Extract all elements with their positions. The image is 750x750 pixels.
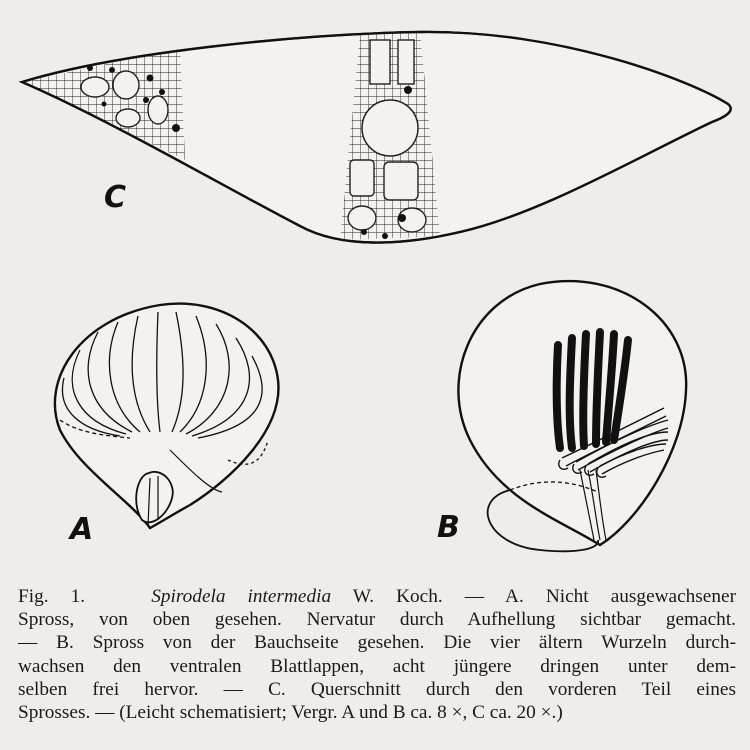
caption-line-1 <box>18 585 736 608</box>
cross-section-c <box>22 32 731 248</box>
panel-label-b: B <box>437 510 460 545</box>
caption-line-6: Sprosses. — (Leicht schematisiert; Vergr. A und B ca. 8 ×, C ca. 20 ×.) <box>18 702 563 724</box>
caption-line-5: selben frei hervor. — C. Querschnitt durch den vorderen Teil eines <box>18 678 736 700</box>
caption-fig-number: Fig. 1. <box>18 586 86 607</box>
figure-caption <box>18 585 736 724</box>
frond-top-view-a <box>55 304 279 528</box>
caption-line-4: wachsen den ventralen Blattlappen, acht jüngere dringen unter dem- <box>18 655 736 677</box>
caption-line-2: Spross, von oben gesehen. Nervatur durch Aufhellung sichtbar gemacht. <box>18 609 736 631</box>
caption-line-3: — B. Spross von der Bauchseite gesehen. Die vier ältern Wurzeln durch- <box>18 632 736 654</box>
caption-line-1-rest: W. Koch. — A. Nicht ausgewachsener <box>352 586 736 607</box>
panel-label-c: C <box>104 180 127 215</box>
caption-species-name: Spirodela intermedia <box>151 586 332 607</box>
panel-label-a: A <box>70 512 94 547</box>
frond-ventral-view-b <box>458 281 686 551</box>
